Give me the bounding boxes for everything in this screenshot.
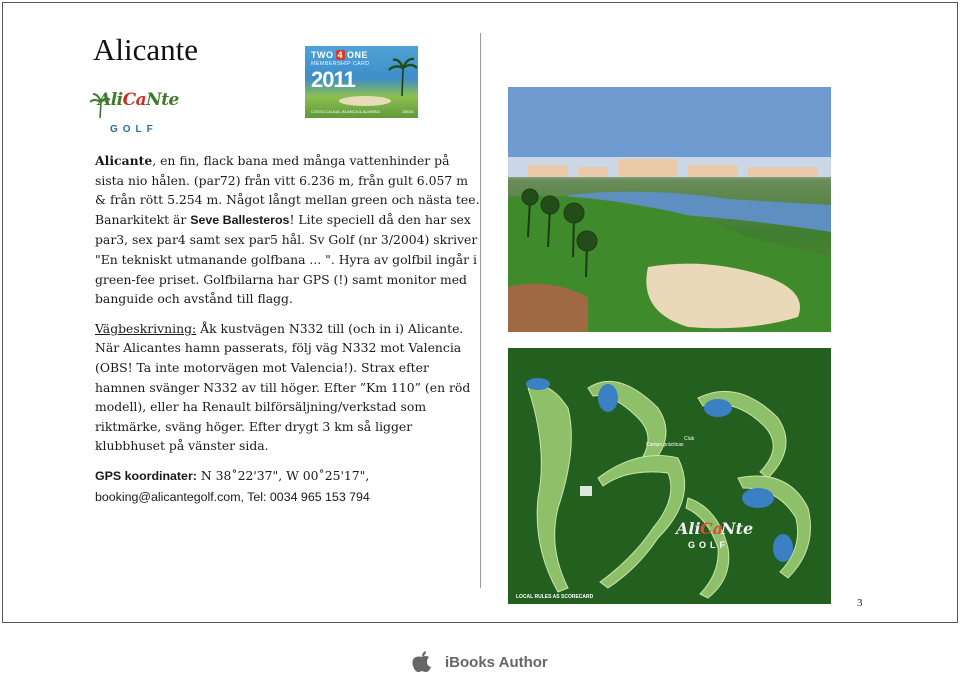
logo-wordmark <box>98 90 179 110</box>
map-label-practice: Campo prácticas <box>646 442 684 448</box>
column-divider <box>480 33 481 588</box>
card-title-a: TWO <box>311 50 334 60</box>
palm-tree-icon <box>90 92 110 118</box>
email-link[interactable]: booking@alicantegolf.com <box>95 489 241 504</box>
page-title: Alicante <box>93 32 199 67</box>
card-title-b: ONE <box>347 50 369 60</box>
map-logo-word-c: Nte <box>721 519 754 538</box>
phone-text: , Tel: 0034 965 153 794 <box>240 489 370 504</box>
card-footer: COSTA CALIDA, BLANCA & ALMERIA <box>311 109 381 114</box>
directions-text: Åk kustvägen N332 till (och in i) Alicante. När Alicantes hamn passerats, följ väg N332 mot Valencia (OBS! Ta inte motorvägen mot Valencia!). Strax efter hamnen svänger N332 av till höger. Efter ”Km 110” (en röd modell), eller ha Renault bilförsäljning/verkstad som riktmärke, sväng höger. Efter drygt 3 km så ligger klubbhuset på vänster sida. <box>95 320 471 454</box>
description-text-b: ! Lite speciell då den har sex par3, sex par4 samt sex par5 hål. Sv Golf (nr 3/2004) skriver "En tekniskt utmanande golfbana ... ". Hyra av golfbil ingår i green-fee priset. Golfbilarna har GPS (!) samt monitor med banguide och avstånd till flagg. <box>95 211 478 307</box>
logo-word-b: Ca <box>122 90 147 110</box>
card-bunker-shape <box>335 94 395 108</box>
map-logo-word-b: Ca <box>700 519 724 538</box>
logo-word-c: Nte <box>146 90 179 110</box>
alicante-golf-logo <box>90 90 179 138</box>
card-palm-icon <box>387 56 417 96</box>
gps-coords: N 38˚22'37", W 00˚25'17", <box>196 467 370 483</box>
map-label-club: Club <box>684 436 695 442</box>
map-logo-golf: GOLF <box>688 540 729 550</box>
text-column <box>95 151 480 517</box>
gps-label: GPS koordinater: <box>95 468 197 483</box>
map-logo-word: Ali <box>676 519 701 538</box>
card-code: ZB001 <box>402 109 414 114</box>
course-map-illustration <box>508 348 831 604</box>
page-number: 3 <box>857 597 863 609</box>
course-photo <box>508 87 831 332</box>
directions-label: Vägbeskrivning: <box>95 320 197 336</box>
logo-golf-text: GOLF <box>110 124 158 135</box>
course-map <box>508 348 831 604</box>
card-subtitle: MEMBERSHIP CARD <box>311 61 370 67</box>
gps-paragraph <box>95 466 480 507</box>
membership-card-image <box>305 46 418 118</box>
ibooks-author-label: iBooks Author <box>445 653 548 671</box>
ibooks-footer <box>412 650 548 673</box>
card-year: 2011 <box>311 67 355 92</box>
apple-icon <box>412 651 432 673</box>
course-photo-illustration <box>508 87 831 332</box>
description-text-a: , en fin, flack bana med många vattenhinder på sista nio hålen. (par72) från vitt 6.236 m, från gult 6.057 m & från rött 5.254 m. Något långt mellan green och nästa tee. Banarkitekt är <box>95 153 480 227</box>
north-marker-icon <box>580 486 592 496</box>
card-title-num: 4 <box>337 50 344 60</box>
logo-word-a: Ali <box>98 90 123 110</box>
description-paragraph <box>95 151 480 309</box>
map-footer-text: LOCAL RULES AS SCORECARD <box>516 594 594 600</box>
directions-paragraph <box>95 319 480 456</box>
card-title <box>311 50 368 60</box>
designer-name: Seve Ballesteros <box>190 212 290 227</box>
course-name: Alicante <box>95 153 153 168</box>
